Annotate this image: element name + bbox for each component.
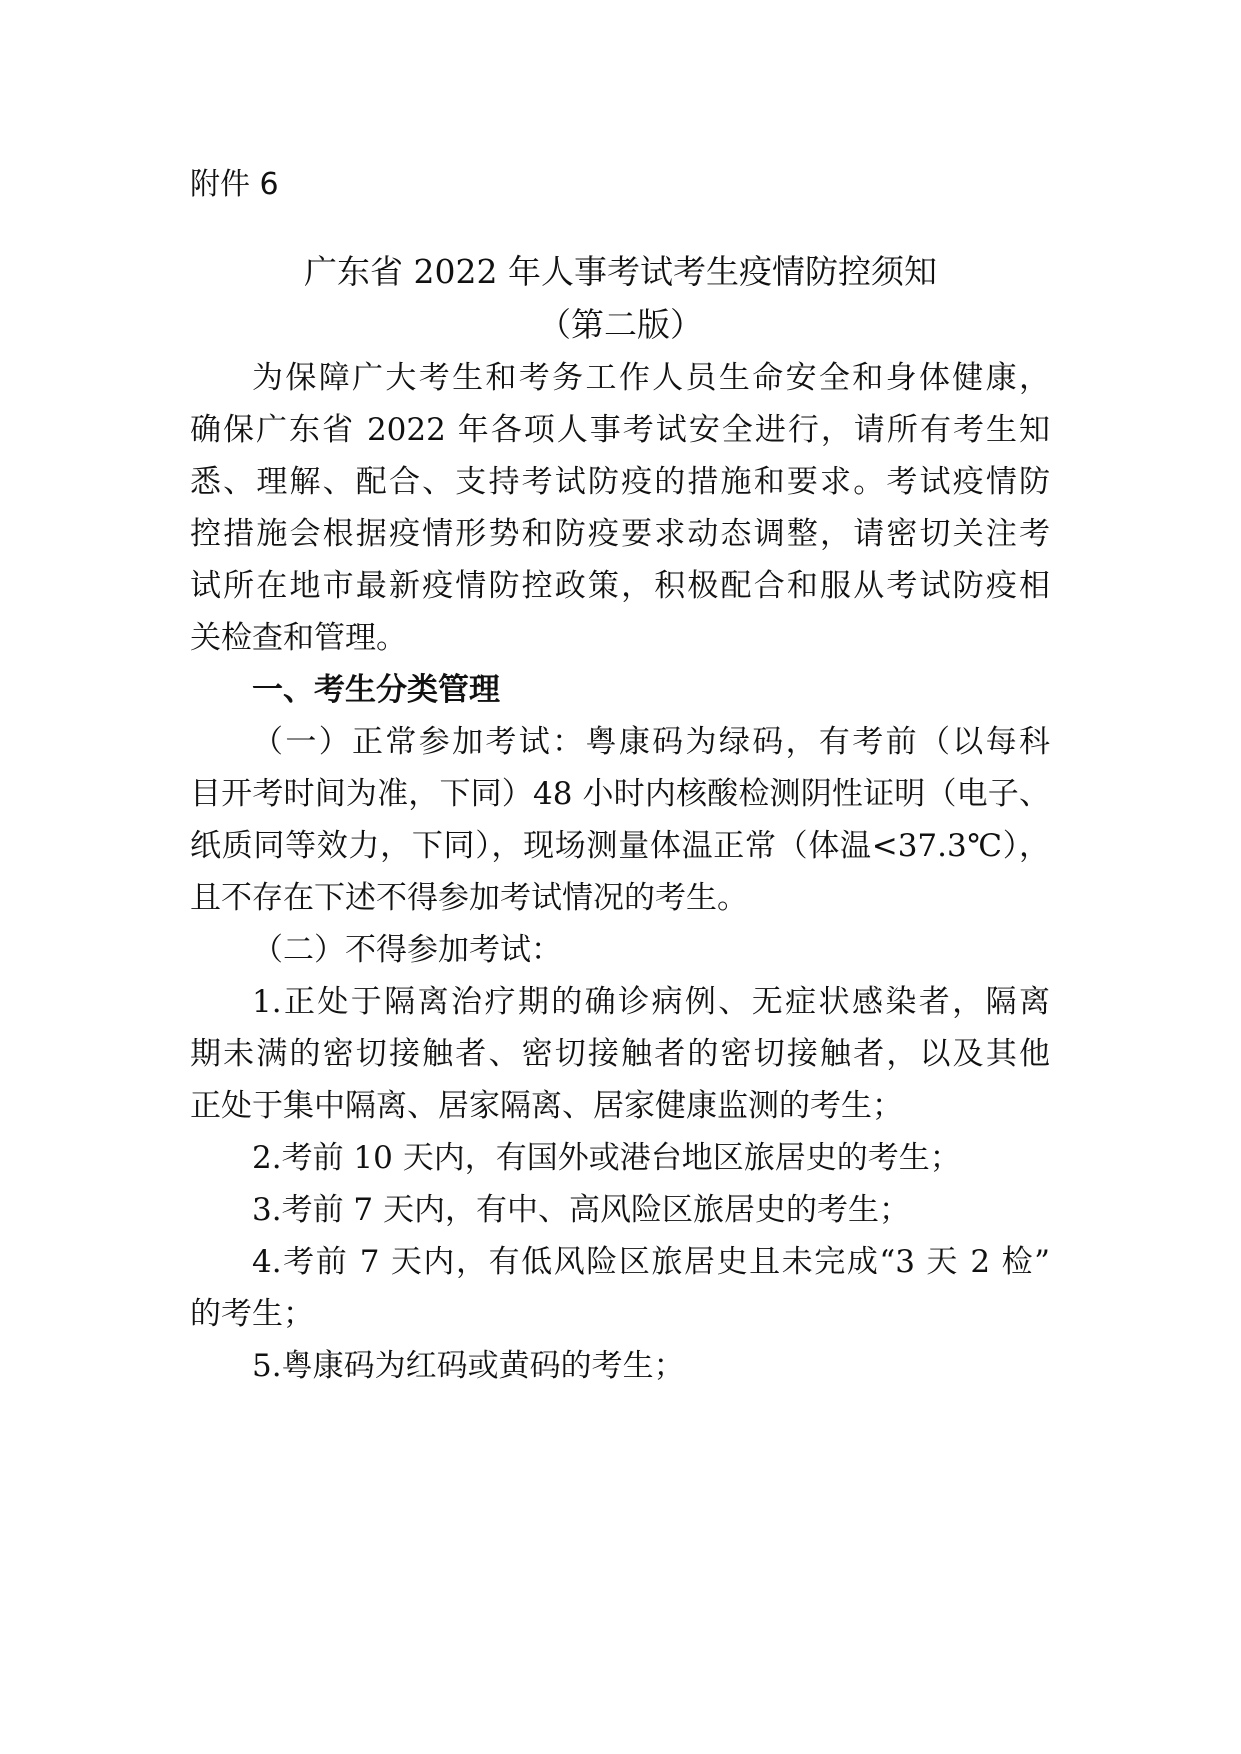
list-item: 3.考前 7 天内，有中、高风险区旅居史的考生； bbox=[252, 1192, 911, 1228]
list-item-line: 的考生； bbox=[190, 1296, 314, 1332]
subsection-line: 且不存在下述不得参加考试情况的考生。 bbox=[190, 880, 748, 916]
list-item-line: 正处于集中隔离、居家隔离、居家健康监测的考生； bbox=[190, 1088, 903, 1124]
intro-line: 试所在地市最新疫情防控政策，积极配合和服从考试防疫相 bbox=[190, 568, 1050, 604]
intro-line: 控措施会根据疫情形势和防疫要求动态调整，请密切关注考 bbox=[190, 516, 1050, 552]
list-item: 5.粤康码为红码或黄码的考生； bbox=[252, 1348, 685, 1384]
list-item-line: 期未满的密切接触者、密切接触者的密切接触者，以及其他 bbox=[190, 1036, 1050, 1072]
section-heading: 一、考生分类管理 bbox=[252, 672, 500, 708]
list-item-line: 1.正处于隔离治疗期的确诊病例、无症状感染者，隔离 bbox=[252, 984, 1050, 1020]
attachment-label: 附件 6 bbox=[190, 167, 279, 202]
document-title: 广东省 2022 年人事考试考生疫情防控须知 bbox=[304, 252, 937, 291]
intro-line: 为保障广大考生和考务工作人员生命安全和身体健康， bbox=[252, 360, 1050, 396]
intro-line: 悉、理解、配合、支持考试防疫的措施和要求。考试疫情防 bbox=[190, 464, 1050, 500]
subsection-line: 目开考时间为准，下同）48 小时内核酸检测阴性证明（电子、 bbox=[190, 776, 1050, 812]
intro-line: 确保广东省 2022 年各项人事考试安全进行，请所有考生知 bbox=[190, 412, 1050, 448]
subsection-line: （一）正常参加考试：粤康码为绿码，有考前（以每科 bbox=[252, 724, 1050, 760]
subsection-line: 纸质同等效力，下同），现场测量体温正常（体温<37.3℃）， bbox=[190, 828, 1050, 864]
subsection-heading: （二）不得参加考试： bbox=[252, 932, 562, 968]
list-item-line: 4.考前 7 天内，有低风险区旅居史且未完成“3 天 2 检” bbox=[252, 1244, 1050, 1280]
list-item: 2.考前 10 天内，有国外或港台地区旅居史的考生； bbox=[252, 1140, 961, 1176]
document-edition: （第二版） bbox=[538, 305, 703, 344]
intro-line: 关检查和管理。 bbox=[190, 620, 407, 656]
